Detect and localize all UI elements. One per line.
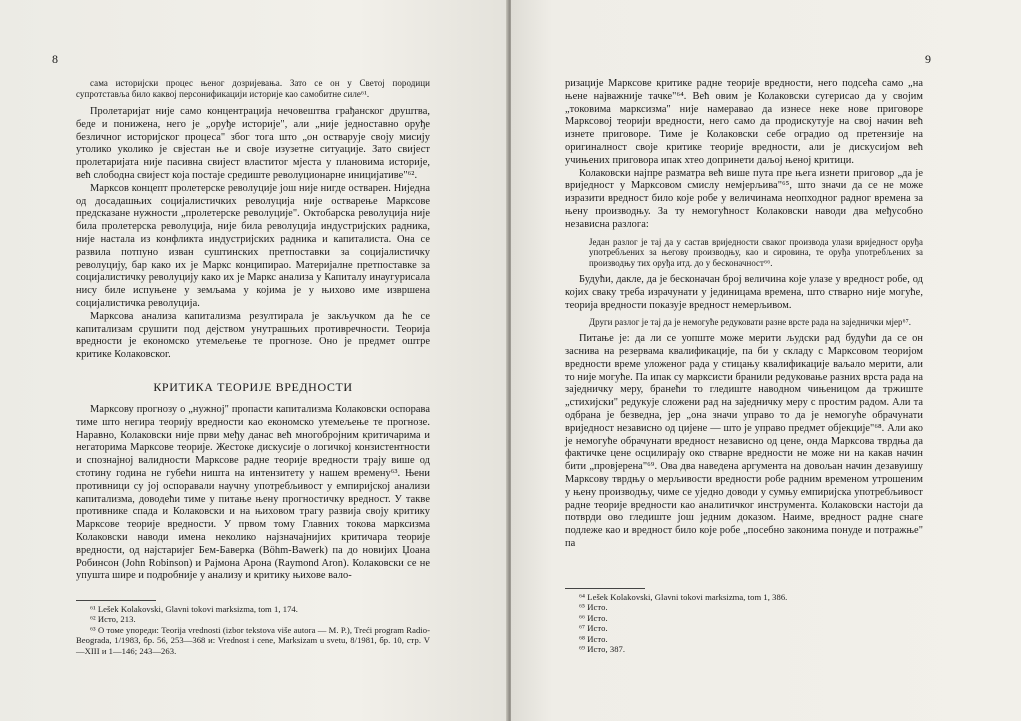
footnote: ⁶⁸ Исто. — [579, 633, 608, 644]
footnotes — [565, 592, 923, 654]
body-top — [76, 106, 430, 362]
block-quote: Други разлог је тај да је немогуће редуковати разне врсте рада на заједнички мјер⁶⁷. — [589, 317, 912, 328]
body-bottom — [76, 404, 430, 583]
body-top — [565, 78, 923, 551]
block-quote: Један разлог је тај да у састав вриједности сваког производа улази вриједност оруђа употребљених за његову производњу, као и сировина, те оруђа употребљених за производњу тих оруђа итд. до у бесконачност⁶⁶. — [589, 236, 923, 269]
section-heading: КРИТИКА ТЕОРИЈЕ ВРЕДНОСТИ — [153, 380, 353, 394]
paragraph: Марксов концепт пролетерске револуције још није нигде остварен. Ниједна од досадашњих социјалистичких револуција није остварење Марксове предсказане нужности „пролетерске револуције". Октобарска револуција није била пролетерска револуција, није била револуција индустријских радника, није настала из конфликта индустријских радника и капиталиста. Она се развила потпуно изван суштинских претпоставки за социјалистичку револуцију, бар како их је Маркс конципирао. Материјалне претпоставке за социјалистичку револуцију како их је Маркс анализа у Капиталу инаугурисала нису биле испуњене у земљама у којима је у њихово име извршена социјалистичка револуција. — [76, 182, 430, 309]
footnote: ⁶² Исто, 213. — [90, 614, 136, 625]
footnotes — [76, 604, 430, 656]
paragraph: ризације Марксове критике радне теорије вредности, него подсећа само „на њене најважније тачке"⁶⁴. Већ овим је Колаковски сугерисао да у својим „токовима марксизма" није намеравао да изнесе неке нове приговоре Марксовој теорији вредности, него само да продискутује на свој начин већ изнете приговоре. Тиме је Колаковски себе оградио од претензије на оригиналност своје критике теорије вредности, али је дискусијом већ учињених приговора ипак хтео допринети даљој њеној критици. — [565, 78, 923, 166]
intro-paragraph: сама историјски процес њеног дозријевања. Зато се он у Светој породици супротставља било каквој персонификацији историје као самобитне силе⁶¹. — [76, 78, 430, 99]
footnote-rule — [565, 588, 645, 589]
page-number: 9 — [925, 52, 931, 66]
right-page — [511, 0, 1021, 721]
paragraph: Колаковски најпре разматра већ више пута пре њега изнети приговор „да је вриједност у Марксовом смислу немјерљива"⁶⁵, што значи да се не може изразити вредност било које робе у величинама неопходног радног времена за њену производњу. За ту немогућност Колаковски наводи два међусобно независна разлога: — [565, 167, 923, 230]
paragraph: Марксова анализа капитализма резултирала је закључком да ће се капитализам срушити под дејством унутрашњих противречности. Теорија вредности је економско утемељење те прогнозе. Оно је предмет оштре критике Колаковског. — [76, 310, 430, 361]
footnote: ⁶³ О томе упореди: Teorija vrednosti (izbor tekstova više autora — M. P.), Treći program Radio-Beograda, 1/1983, бр. 56, 253—368 и: Vrednost i cene, Marksizam u svetu, 8/1981, бр. 10, стр. V—XIII и 1—146; 243—263. — [76, 624, 430, 656]
footnote: ⁶¹ Lešek Kolakovski, Glavni tokovi marksizma, tom 1, 174. — [90, 604, 298, 614]
paragraph: Марксову прогнозу о „нужној" пропасти капитализма Колаковски оспорава тиме што негира теорију вредности као економско утемељење те прогнозе. Наравно, Колаковски није први међу данас већ многобројним критичарима и негаторима Марксове теорије. Жестоке дискусије о логичкој конзистентности и спознајној валидности Марксове радне теорије вредности трају више од стотину година не губећи ништа на интензитету у нашем времену⁶³. Њени противници су јој оспоравали научну употребљивост у емпиријској анализи капитализма, доводећи тиме у питање њену прогностичку вредност. У таквe противнике спада и Колаковски и на њиховом трагу развија своју критику Марксове теорије вредности. У првом тому Главних токова марксизма Колаковски наводи имена неколико најзначајнијих критичара теорије вредности, од најстаријег Бем-Баверка (Böhm-Bawerk) па до новијих Џоана Робинсон (John Robinson) и Рајмона Арона (Raymond Aron). Колаковски се не упушта шире и подробније у анализу и критику њихове вало- — [76, 404, 430, 582]
footnote: ⁶⁷ Исто. — [579, 623, 608, 634]
footnote: ⁶⁵ Исто. — [579, 602, 608, 613]
footnote: ⁶⁴ Lešek Kolakovski, Glavni tokovi marksizma, tom 1, 386. — [579, 592, 788, 602]
footnote: ⁶⁹ Исто, 387. — [579, 644, 626, 655]
page-number: 8 — [52, 52, 58, 66]
footnote: ⁶⁶ Исто. — [579, 612, 608, 623]
paragraph: Будући, дакле, да је бесконачан број величина које улазе у вредност робе, од којих сваку треба израчунати у јединицама времена, што стварно није могуће, теорија вредности показује вредност немерљивом. — [565, 273, 923, 311]
left-page — [0, 0, 508, 721]
paragraph: Питање је: да ли се уопште може мерити људски рад будући да се он заснива на резервама квалификације, па би у складу с Марксовом теоријом вредности време уложеног рада у стицању квалификације ваљало мерити, али то није могуће. Па ипак су марксисти бранили редуковање разних врста рада на заједничку меру, бранећи то гледиште наводном чињеницом да тржиште „стихијски" редукује сложени рад на заједничку меру с простим радом. Али та одбрана је безведна, јер „она значи управо то да је немогуће обрачунати вриједност независно од цијене — што је управо предмет објекције"⁶⁸. Али ако је немогуће обрачунати вредност независно од цене, онда Марксова тврдња да фактичке цене осцилирају око стварне вредности не може ни на какав начин бити „провјерена"⁶⁹. Ова два наведена аргумента на довољан начин дезавуишу Марксову тврдњу о мерљивости вредности робе радним временом утрошеним у њену производњу, чиме се уједно доводи у сумњу емпиријска употребљивост радне теорије вредности као аналитичког инструмента. Колаковски настоји да потврди ово гледиште још једним доказом. Наиме, вредност радне снаге подлеже као и вредност било које робе „посебно законима понуде и потражње" па — [565, 333, 923, 549]
paragraph: Пролетаријат није само концентрација нечовештва грађанског друштва, беде и пониженa, него је „оруђе историје", али „није једноставно оруђе безличног историјског процеса" због тога што „он остварује своју мисију утолико уколико је свјестан ње и своје изузетне ситуације. Зато свијест пролетаријата није пасивна свијест властитог мјеста у плановима историје, већ слободна свијест која постаје средиште револуционарне иницијативе"⁶². — [76, 106, 430, 181]
footnote-rule — [76, 600, 156, 601]
